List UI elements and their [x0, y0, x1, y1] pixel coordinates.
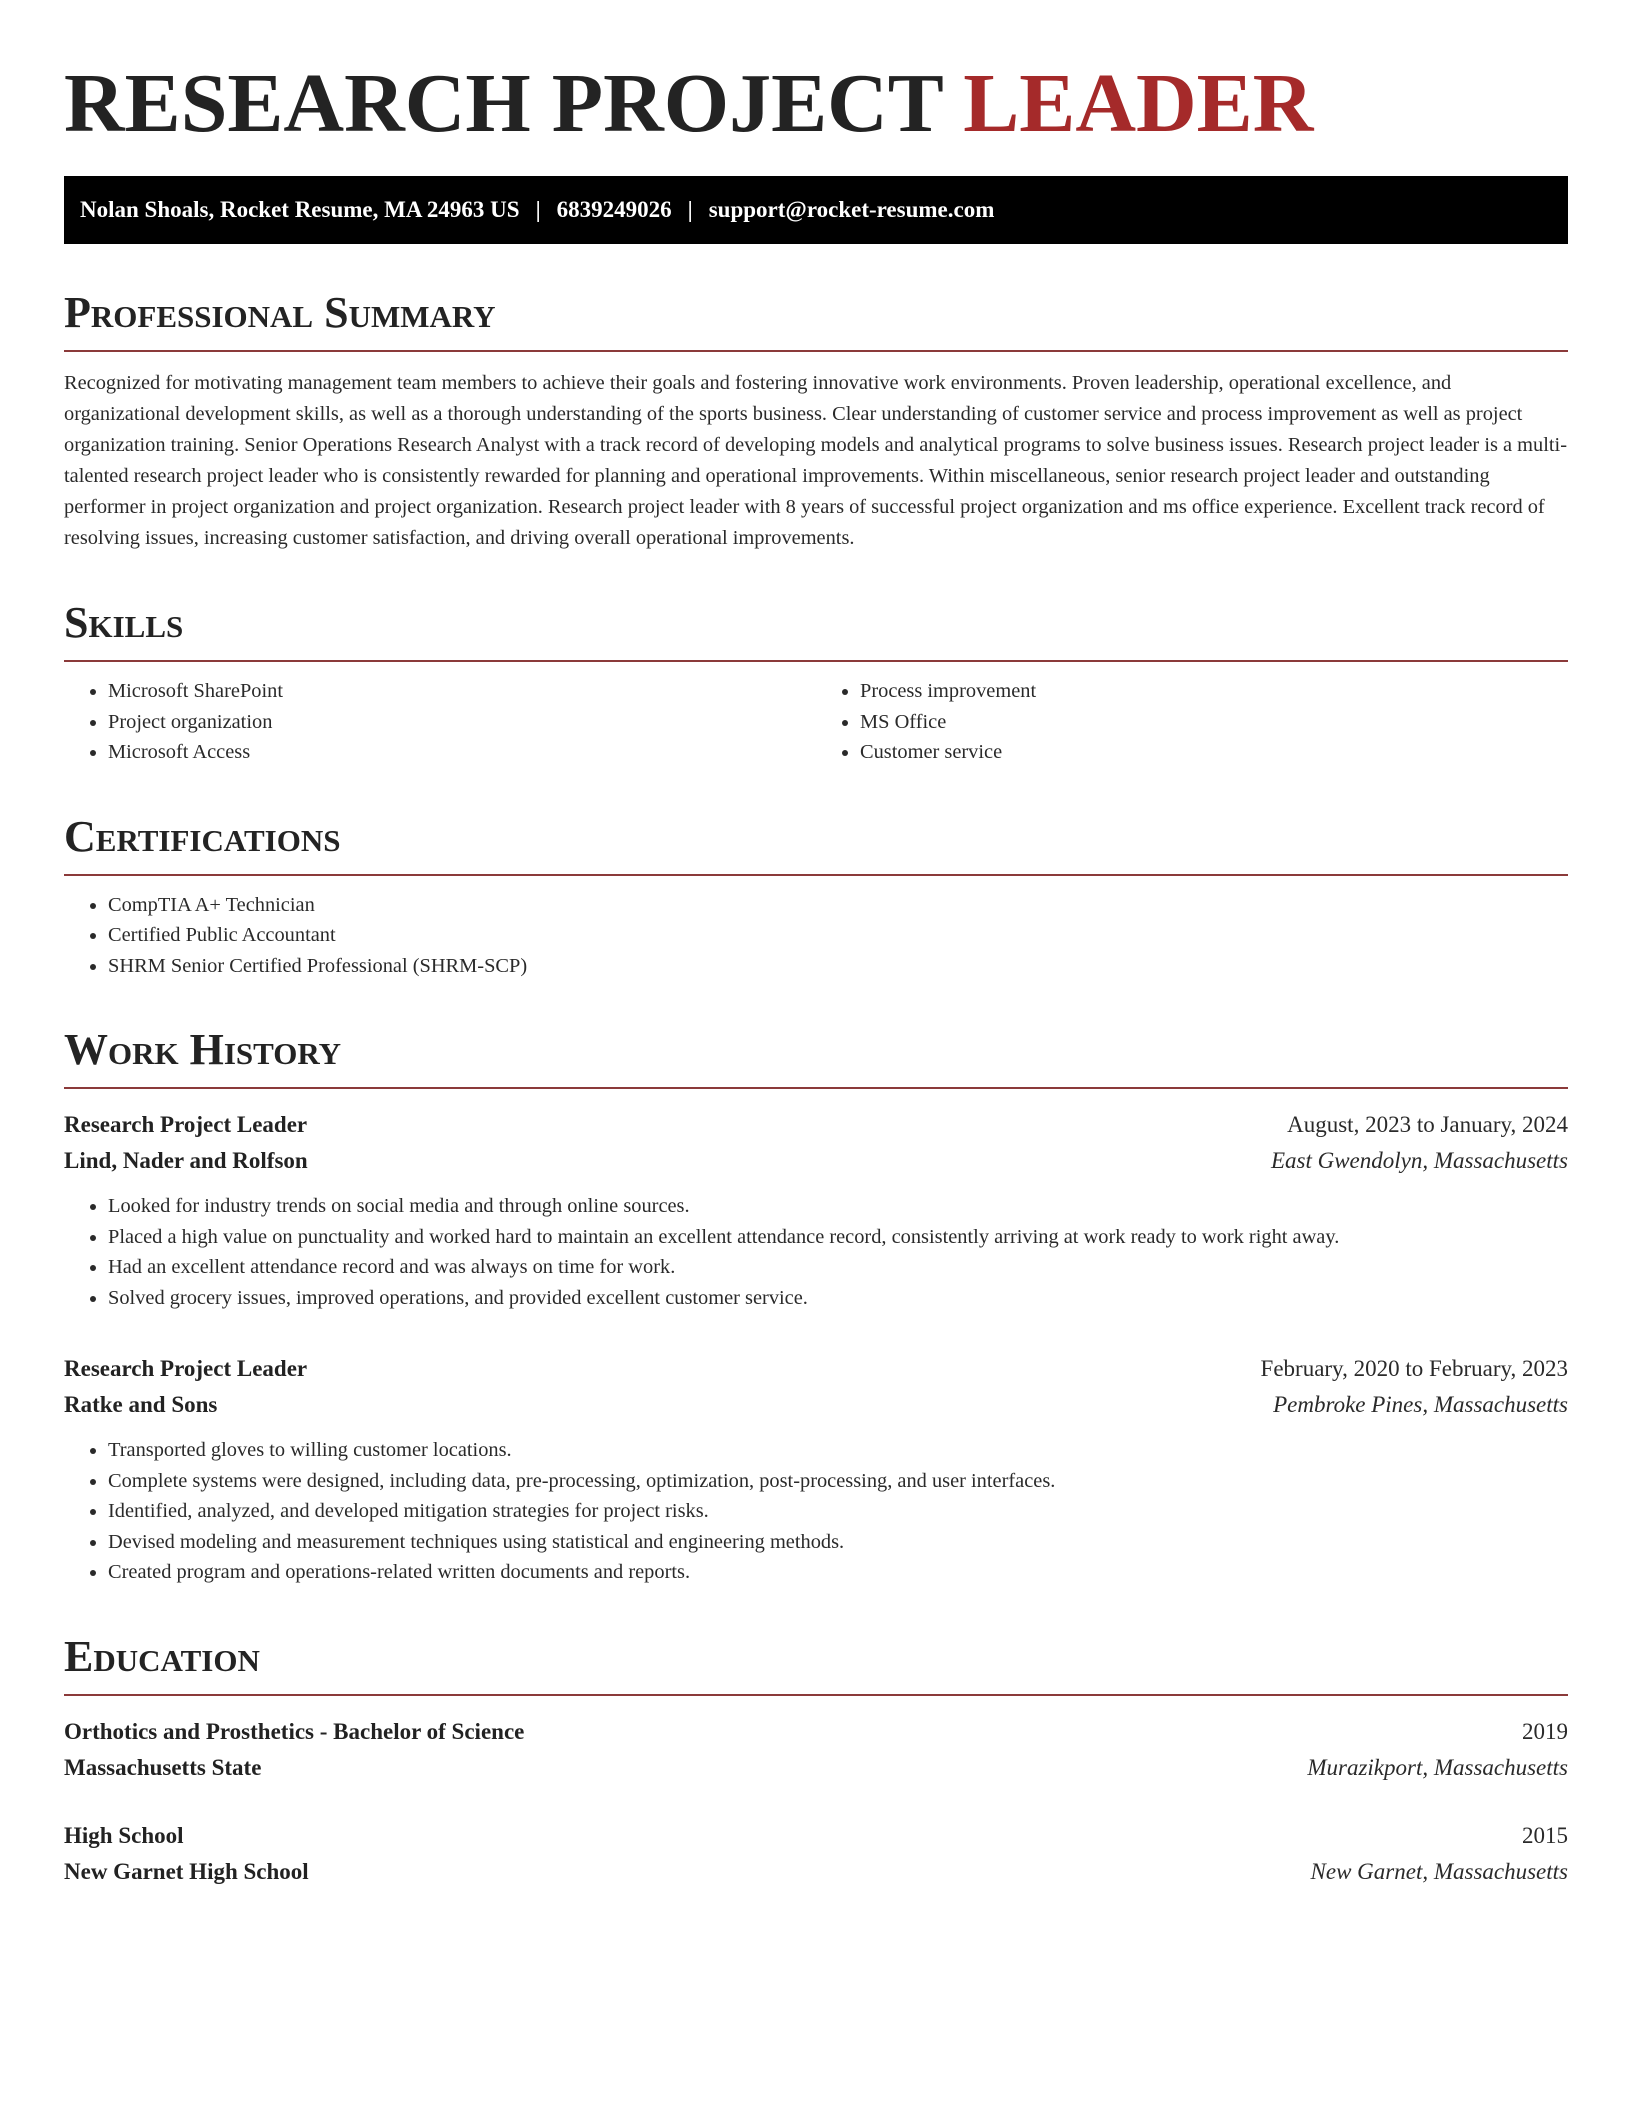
job-entry — [64, 1107, 1568, 1313]
education-degree-row — [64, 1818, 1568, 1854]
title-main: RESEARCH PROJECT — [64, 57, 943, 150]
education-heading: Education — [64, 1632, 1568, 1696]
education-degree: High School — [64, 1822, 184, 1848]
job-bullets — [64, 1191, 1568, 1313]
job-bullet: • Identified, analyzed, and developed mitigation strategies for project risks. — [108, 1496, 1568, 1527]
work-history-heading: Work History — [64, 1025, 1568, 1089]
skill-item: • Project organization — [108, 707, 816, 738]
job-location: Pembroke Pines, Massachusetts — [1273, 1392, 1568, 1417]
contact-email[interactable]: support@rocket-resume.com — [708, 197, 995, 222]
job-bullet: • Created program and operations-related written documents and reports. — [108, 1557, 1568, 1588]
job-bullet: • Complete systems were designed, including data, pre-processing, optimization, post-processing, and user interfaces. — [108, 1466, 1568, 1497]
skills-section — [64, 598, 1568, 768]
job-bullet: • Looked for industry trends on social media and through online sources. — [108, 1191, 1568, 1222]
summary-section — [64, 288, 1568, 554]
job-entry — [64, 1351, 1568, 1588]
title-accent: LEADER — [963, 57, 1314, 150]
job-dates: August, 2023 to January, 2024 — [1287, 1112, 1568, 1137]
job-company-row — [64, 1143, 1568, 1179]
contact-address: Nolan Shoals, Rocket Resume, MA 24963 US — [80, 197, 520, 222]
work-history-section — [64, 1025, 1568, 1588]
job-company: Lind, Nader and Rolfson — [64, 1148, 308, 1173]
certifications-list — [64, 890, 1568, 982]
resume-title — [64, 52, 1568, 156]
education-school: Massachusetts State — [64, 1754, 262, 1780]
summary-text: Recognized for motivating management team members to achieve their goals and fostering innovative work environments. Proven leadership, operational excellence, and organizational development skills, as well as a thorough understanding of the sports business. Clear understanding of customer service and process improvement as well as project organization training. Senior Operations Research Analyst with a track record of developing models and analytical programs to solve business issues. Research project leader is a multi-talented research project leader who is consistently rewarded for planning and operational improvements. Within miscellaneous, senior research project leader and outstanding performer in project organization and project organization. Research project leader with 8 years of successful project organization and ms office experience. Excellent track record of resolving issues, increasing customer satisfaction, and driving overall operational improvements. — [64, 372, 1568, 549]
certifications-heading: Certifications — [64, 812, 1568, 876]
job-location: East Gwendolyn, Massachusetts — [1270, 1148, 1568, 1173]
education-school: New Garnet High School — [64, 1858, 309, 1884]
certification-item: • SHRM Senior Certified Professional (SHRM-SCP) — [108, 951, 1568, 982]
education-school-row — [64, 1854, 1568, 1890]
job-bullet: • Placed a high value on punctuality and worked hard to maintain an excellent attendance record, consistently arriving at work ready to work right away. — [108, 1222, 1568, 1253]
education-location: New Garnet, Massachusetts — [1310, 1858, 1568, 1884]
skills-heading: Skills — [64, 598, 1568, 662]
certification-item: • CompTIA A+ Technician — [108, 890, 1568, 921]
job-bullet: • Transported gloves to willing customer locations. — [108, 1435, 1568, 1466]
skill-item: • Microsoft Access — [108, 737, 816, 768]
education-entry — [64, 1714, 1568, 1786]
education-year: 2019 — [1522, 1718, 1568, 1744]
contact-bar — [64, 176, 1568, 244]
skill-item: • Customer service — [860, 737, 1568, 768]
skills-list-left — [64, 676, 816, 768]
education-entry — [64, 1818, 1568, 1890]
certifications-section — [64, 812, 1568, 982]
education-section — [64, 1632, 1568, 1890]
job-title: Research Project Leader — [64, 1112, 308, 1137]
job-company: Ratke and Sons — [64, 1392, 218, 1417]
job-title-row — [64, 1351, 1568, 1387]
job-bullets — [64, 1435, 1568, 1588]
job-company-row — [64, 1387, 1568, 1423]
contact-separator: | — [687, 197, 693, 222]
skills-grid — [64, 676, 1568, 768]
education-location: Murazikport, Massachusetts — [1307, 1754, 1568, 1780]
education-degree: Orthotics and Prosthetics - Bachelor of Science — [64, 1718, 525, 1744]
job-bullet: • Had an excellent attendance record and was always on time for work. — [108, 1252, 1568, 1283]
skill-item: • Process improvement — [860, 676, 1568, 707]
certification-item: • Certified Public Accountant — [108, 920, 1568, 951]
summary-heading: Professional Summary — [64, 288, 1568, 352]
education-degree-row — [64, 1714, 1568, 1750]
skill-item: • Microsoft SharePoint — [108, 676, 816, 707]
contact-separator: | — [535, 197, 541, 222]
job-title-row — [64, 1107, 1568, 1143]
job-title: Research Project Leader — [64, 1356, 308, 1381]
job-bullet: • Devised modeling and measurement techniques using statistical and engineering methods. — [108, 1527, 1568, 1558]
education-school-row — [64, 1750, 1568, 1786]
job-dates: February, 2020 to February, 2023 — [1260, 1356, 1568, 1381]
skill-item: • MS Office — [860, 707, 1568, 738]
job-bullet: • Solved grocery issues, improved operations, and provided excellent customer service. — [108, 1283, 1568, 1314]
contact-phone[interactable]: 6839249026 — [556, 197, 672, 222]
education-year: 2015 — [1522, 1822, 1568, 1848]
skills-list-right — [816, 676, 1568, 768]
